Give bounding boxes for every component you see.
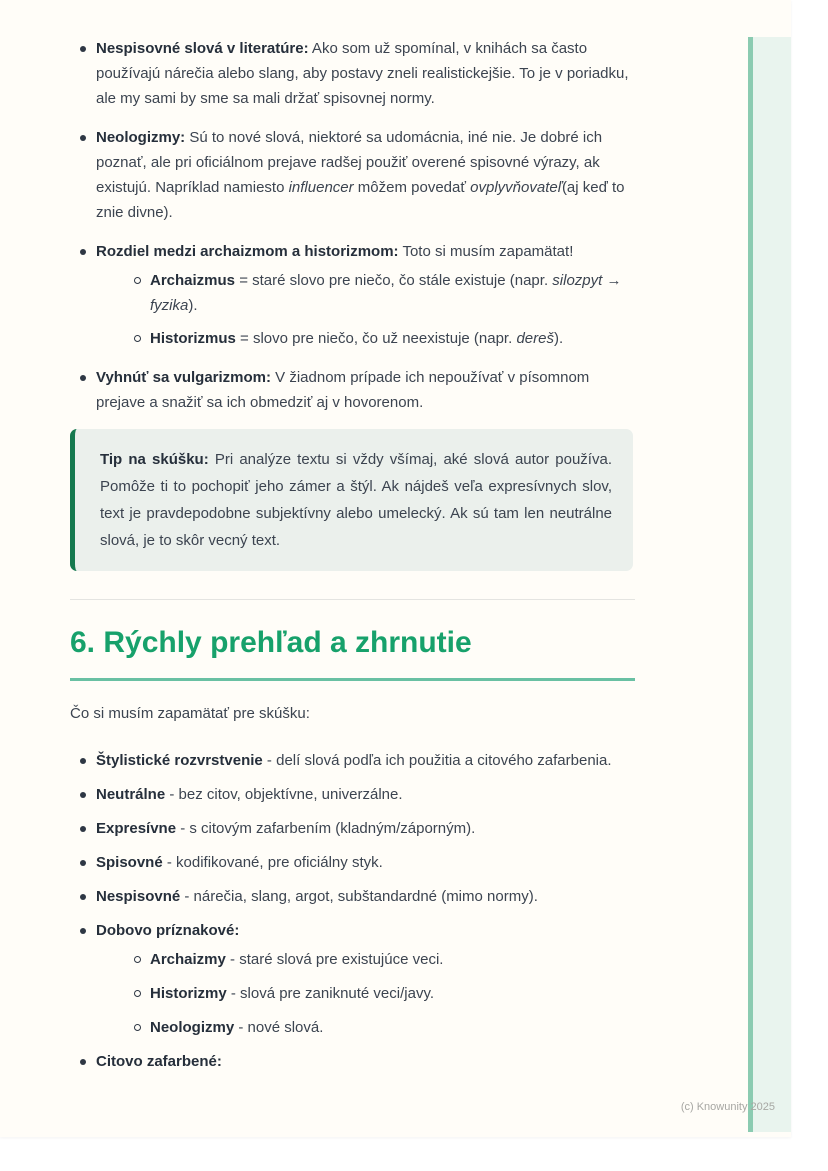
bullet-icon (80, 758, 86, 764)
list-item-text (96, 365, 635, 415)
text-run: = staré slovo pre niečo, čo stále existuje (napr. (235, 272, 553, 289)
list-item-text (150, 947, 635, 972)
summary-bullet-list (70, 748, 635, 1074)
term-label: Nespisovné (96, 888, 181, 905)
text-run: ). (553, 330, 564, 347)
list-item-text (96, 36, 635, 111)
bullet-icon (80, 928, 86, 934)
list-item (70, 239, 635, 351)
sub-bullet-icon (134, 956, 141, 963)
term-label: Neutrálne (96, 786, 166, 803)
list-item (70, 125, 635, 225)
text-run: - nové slová. (234, 1019, 324, 1036)
text-run: Pri analýze textu si vždy všímaj, aké slová autor používa. Pomôže ti to pochopiť jeho zámer a štýl. Ak nájdeš veľa expresívnych slov, text je pravdepodobne subjektívny alebo umelecký. Ak sú tam len neutrálne slová, je to skôr vecný text. (100, 451, 612, 549)
list-item (70, 782, 635, 807)
sub-list-item (124, 981, 635, 1006)
sub-bullet-icon (134, 990, 141, 997)
bullet-icon (80, 792, 86, 798)
bullet-icon (80, 46, 86, 52)
term-label: Archaizmus (150, 272, 236, 289)
text-run: - slová pre zaniknuté veci/javy. (226, 985, 434, 1002)
term-label: Historizmy (150, 985, 227, 1002)
term-label: Nespisovné slová v literatúre: (96, 40, 309, 57)
text-run: - staré slová pre existujúce veci. (225, 951, 444, 968)
list-item (70, 816, 635, 841)
bullet-icon (80, 860, 86, 866)
page-content (70, 36, 635, 1083)
text-run: - s citovým zafarbením (kladným/záporným). (176, 820, 476, 837)
bullet-icon (80, 826, 86, 832)
sub-bullet-icon (134, 1024, 141, 1031)
term-label: Spisovné (96, 854, 163, 871)
bullet-icon (80, 375, 86, 381)
text-run: Sú to nové slová, niektoré sa udomácnia, iné nie. Je dobré ich poznať, ale pri oficiálnom prejave radšej použiť overené spisovné výrazy, ak existujú. Napríklad namiesto (96, 129, 603, 196)
italic-term: influencer (288, 179, 354, 196)
term-label: Citovo zafarbené: (96, 1053, 222, 1070)
bullet-icon (80, 249, 86, 255)
list-item-text (96, 748, 635, 773)
list-item-text (96, 239, 635, 264)
list-item-text (150, 981, 635, 1006)
italic-term: fyzika (150, 297, 189, 314)
sub-bullet-list (124, 268, 635, 351)
list-item (70, 365, 635, 415)
section-divider (70, 599, 635, 600)
term-label: Štylistické rozvrstvenie (96, 752, 263, 769)
sub-bullet-list (124, 947, 635, 1040)
list-item-text (96, 782, 635, 807)
term-label: Historizmus (150, 330, 236, 347)
term-label: Dobovo príznakové: (96, 922, 240, 939)
exam-tip-callout (70, 429, 633, 571)
text-run: V žiadnom prípade ich nepoužívať v písomnom prejave a snažiť sa ich obmedziť aj v hovorenom. (96, 369, 590, 411)
section-intro: Čo si musím zapamätať pre skúšku: (70, 705, 310, 722)
text-run: - delí slová podľa ich použitia a citového zafarbenia. (262, 752, 612, 769)
text-run: - nárečia, slang, argot, subštandardné (mimo normy). (180, 888, 538, 905)
sub-list-item (124, 947, 635, 972)
list-item (70, 918, 635, 1040)
sub-bullet-icon (134, 335, 141, 342)
sub-list-item (124, 1015, 635, 1040)
text-run: Ako som už spomínal, v knihách sa často používajú nárečia alebo slang, aby postavy zneli realistickejšie. To je v poriadku, ale my sami by sme sa mali držať spisovnej normy. (96, 40, 629, 107)
text-run: Toto si musím zapamätat! (398, 243, 574, 260)
italic-term: dereš (516, 330, 554, 347)
bullet-icon (80, 1059, 86, 1065)
list-item (70, 748, 635, 773)
list-item-text (150, 326, 635, 351)
tip-label: Tip na skúšku: (100, 451, 209, 468)
tip-text (100, 446, 612, 554)
text-run: - kodifikované, pre oficiálny styk. (162, 854, 383, 871)
bullet-icon (80, 135, 86, 141)
term-label: Rozdiel medzi archaizmom a historizmom: (96, 243, 399, 260)
notes-bullet-list (70, 36, 635, 415)
heading-underline (70, 678, 635, 681)
list-item-text (96, 884, 635, 909)
arrow-glyph: → (602, 272, 622, 289)
sub-list-item (124, 326, 635, 351)
text-run: (aj keď to znie divne). (96, 179, 625, 221)
list-item-text (96, 918, 635, 943)
list-item (70, 1049, 635, 1074)
page-accent-panel (753, 37, 791, 1132)
text-run: môžem povedať (353, 179, 471, 196)
list-item-text (96, 125, 635, 225)
text-run: ). (188, 297, 198, 314)
term-label: Expresívne (96, 820, 177, 837)
list-item-text (150, 1015, 635, 1040)
term-label: Neologizmy: (96, 129, 186, 146)
copyright-watermark: (c) Knowunity 2025 (680, 1101, 775, 1113)
list-item (70, 884, 635, 909)
list-item-text (96, 816, 635, 841)
sub-list-item (124, 268, 635, 318)
list-item (70, 850, 635, 875)
term-label: Vyhnúť sa vulgarizmom: (96, 369, 271, 386)
list-item-text (150, 268, 635, 318)
sub-bullet-icon (134, 277, 141, 284)
bullet-icon (80, 894, 86, 900)
section-heading: 6. Rýchly prehľad a zhrnutie (70, 626, 472, 659)
list-item-text (96, 850, 635, 875)
text-run: = slovo pre niečo, čo už neexistuje (napr. (235, 330, 517, 347)
term-label: Archaizmy (150, 951, 226, 968)
text-run: - bez citov, objektívne, univerzálne. (165, 786, 403, 803)
italic-term: ovplyvňovateľ (470, 179, 562, 196)
list-item-text (96, 1049, 635, 1074)
italic-term: silozpyt (552, 272, 603, 289)
term-label: Neologizmy (150, 1019, 235, 1036)
list-item (70, 36, 635, 111)
